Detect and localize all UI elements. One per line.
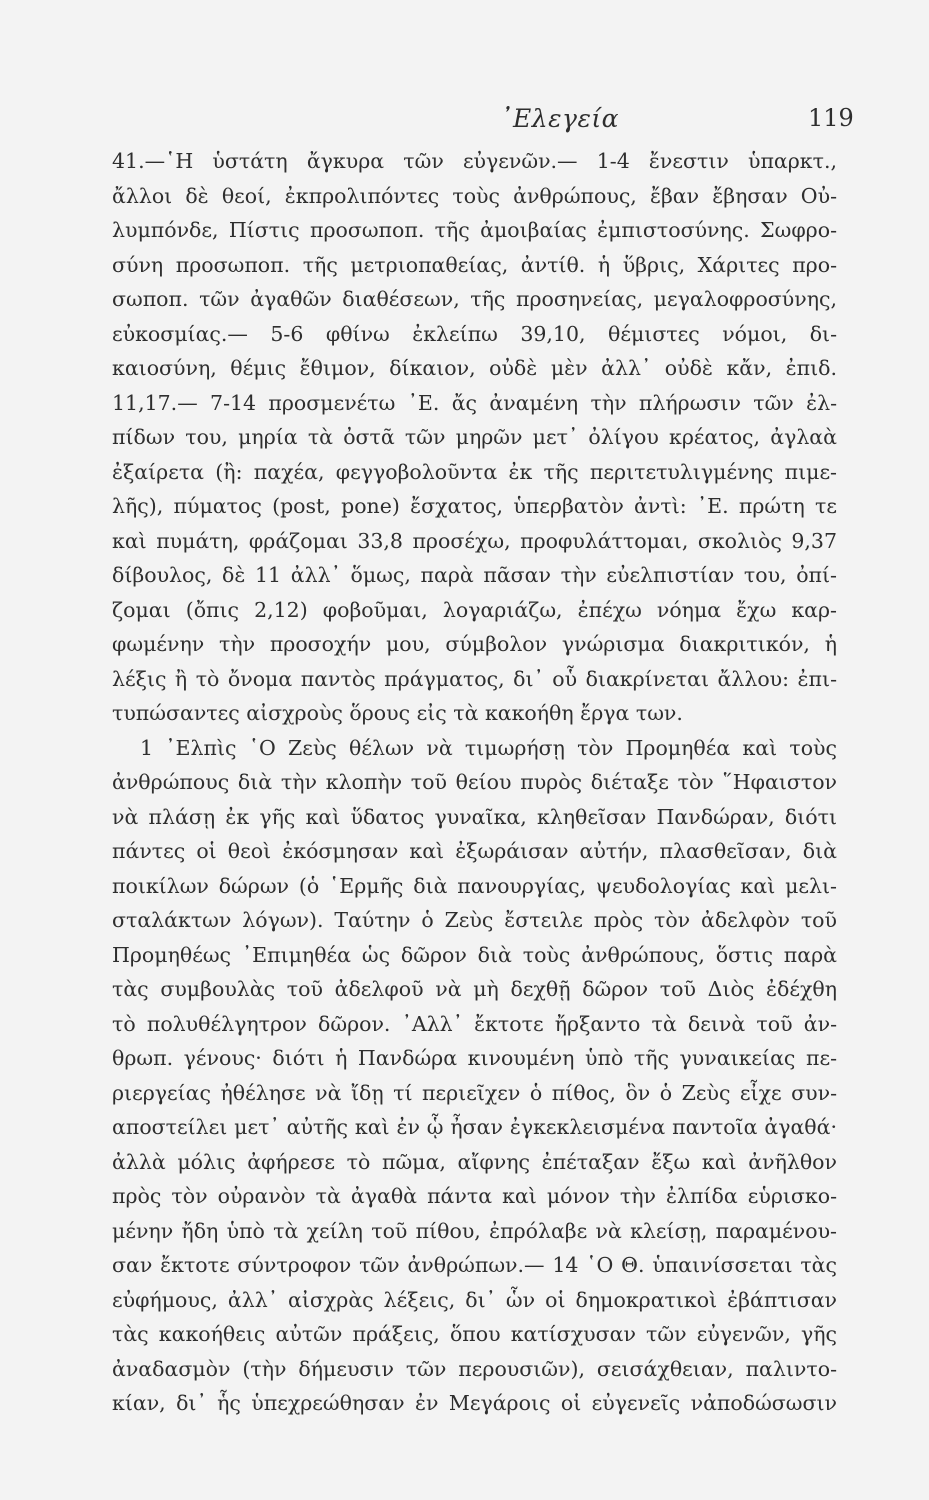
text-line: λῆς), πύματος (post, pone) ἔσχατος, ὑπερβατὸν ἀντὶ: ᾿Ε. πρώτη τε [112, 494, 837, 518]
text-line: ἐξαίρετα (ἢ: παχέα, φεγγοβολοῦντα ἐκ τῆς περιτετυλιγμένης πιμε- [112, 459, 837, 484]
text-line: τὸ πολυθέλγητρον δῶρον. ᾿Αλλ᾿ ἔκτοτε ἤρξαντο τὰ δεινὰ τοῦ ἀν- [112, 1011, 837, 1036]
text-line: λέξις ἢ τὸ ὄνομα παντὸς πράγματος, δι᾿ οὗ διακρίνεται ἄλλου: ἐπι- [112, 666, 837, 691]
text-line: εὐκοσμίας.— 5-6 φθίνω ἐκλείπω 39,10, θέμιστες νόμοι, δι- [112, 321, 837, 346]
text-line: σύνη προσωποπ. τῆς μετριοπαθείας, ἀντίθ. ἡ ὕβρις, Χάριτες προ- [112, 252, 837, 277]
text-line: νὰ πλάσῃ ἐκ γῆς καὶ ὕδατος γυναῖκα, κληθεῖσαν Πανδώραν, διότι [112, 804, 837, 829]
text-line: ἀνθρώπους διὰ τὴν κλοπὴν τοῦ θείου πυρὸς διέταξε τὸν ῞Ηφαιστον [112, 770, 837, 794]
text-line: πίδων του, μηρία τὰ ὀστᾶ τῶν μηρῶν μετ᾿ ὀλίγου κρέατος, ἀγλαὰ [112, 425, 837, 449]
text-line: θρωπ. γένους· διότι ἡ Πανδώρα κινουμένη ὑπὸ τῆς γυναικείας πε- [112, 1046, 837, 1070]
text-line: σωποπ. τῶν ἀγαθῶν διαθέσεων, τῆς προσηνείας, μεγαλοφροσύνης, [112, 287, 837, 311]
text-line: κίαν, δι᾿ ἧς ὑπεχρεώθησαν ἐν Μεγάροις οἱ εὐγενεῖς νἀποδώσωσιν [112, 1391, 837, 1415]
text-line: δίβουλος, δὲ 11 ἀλλ᾿ ὅμως, παρὰ πᾶσαν τὴν εὐελπιστίαν του, ὀπί- [112, 563, 837, 587]
text-line: ποικίλων δώρων (ὁ ῾Ερμῆς διὰ πανουργίας, ψευδολογίας καὶ μελι- [112, 873, 837, 898]
text-line: μένην ἤδη ὑπὸ τὰ χείλη τοῦ πίθου, ἐπρόλαβε νὰ κλείσῃ, παραμένου- [112, 1218, 837, 1243]
text-line: 11,17.— 7-14 προσμενέτω ᾿Ε. ἄς ἀναμένη τὴν πλήρωσιν τῶν ἐλ- [112, 390, 837, 415]
text-line: τυπώσαντες αἰσχροὺς ὅρους εἰς τὰ κακοήθη ἔργα των. [112, 701, 683, 725]
text-line: καὶ πυμάτη, φράζομαι 33,8 προσέχω, προφυλάττομαι, σκολιὸς 9,37 [112, 528, 837, 553]
text-line: ἀλλὰ μόλις ἀφήρεσε τὸ πῶμα, αἴφνης ἐπέταξαν ἔξω καὶ ἀνῆλθον [112, 1149, 837, 1174]
text-line: φωμένην τὴν προσοχήν μου, σύμβολον γνώρισμα διακριτικόν, ἡ [112, 632, 837, 656]
text-line: σαν ἔκτοτε σύντροφον τῶν ἀνθρώπων.— 14 ῾Ο Θ. ὑπαινίσσεται τὰς [112, 1253, 837, 1277]
commentary-text [112, 144, 837, 1421]
text-line: εὐφήμους, ἀλλ᾿ αἰσχρὰς λέξεις, δι᾿ ὧν οἱ δημοκρατικοὶ ἐβάπτισαν [112, 1287, 837, 1312]
text-line: καιοσύνη, θέμις ἔθιμον, δίκαιον, οὐδὲ μὲν ἀλλ᾿ οὐδὲ κἄν, ἐπιδ. [112, 356, 837, 380]
text-line: τὰς κακοήθεις αὐτῶν πράξεις, ὅπου κατίσχυσαν τῶν εὐγενῶν, γῆς [112, 1322, 837, 1346]
text-line: αποστείλει μετ᾿ αὐτῆς καὶ ἐν ᾧ ἦσαν ἐγκεκλεισμένα παντοῖα ἀγαθά· [112, 1115, 837, 1139]
text-line: ἀναδασμὸν (τὴν δήμευσιν τῶν περουσιῶν), σεισάχθειαν, παλιντο- [112, 1356, 837, 1381]
text-line: ριεργείας ἠθέλησε νὰ ἴδῃ τί περιεῖχεν ὁ πίθος, ὃν ὁ Ζεὺς εἶχε συν- [112, 1080, 837, 1105]
text-line: τὰς συμβουλὰς τοῦ ἀδελφοῦ νὰ μὴ δεχθῇ δῶρον τοῦ Διὸς ἐδέχθη [112, 977, 837, 1001]
text-line: πρὸς τὸν οὐρανὸν τὰ ἀγαθὰ πάντα καὶ μόνον τὴν ἐλπίδα εὑρισκο- [112, 1184, 837, 1208]
text-line: σταλάκτων λόγων). Ταύτην ὁ Ζεὺς ἔστειλε πρὸς τὸν ἀδελφὸν τοῦ [112, 908, 837, 932]
text-line: λυμπόνδε, Πίστις προσωποπ. τῆς ἀμοιβαίας ἐμπιστοσύνης. Σωφρο- [112, 218, 837, 242]
text-line: πάντες οἱ θεοὶ ἐκόσμησαν καὶ ἐξωράισαν αὐτήν, πλασθεῖσαν, διὰ [112, 839, 837, 863]
running-title: ᾿Ελεγεία [500, 104, 620, 133]
text-line: ἄλλοι δὲ θεοί, ἐκπρολιπόντες τοὺς ἀνθρώπους, ἔβαν ἔβησαν Οὐ- [112, 183, 837, 208]
page-number: 119 [808, 104, 854, 132]
running-header [0, 104, 929, 144]
text-line: ζομαι (ὄπις 2,12) φοβοῦμαι, λογαριάζω, ἐπέχω νόημα ἔχω καρ- [112, 597, 837, 622]
text-line: Προμηθέως ᾿Επιμηθέα ὡς δῶρον διὰ τοὺς ἀνθρώπους, ὅστις παρὰ [112, 942, 837, 967]
text-line: 1 ᾿Ελπὶς ῾Ο Ζεὺς θέλων νὰ τιμωρήσῃ τὸν Προμηθέα καὶ τοὺς [140, 735, 837, 760]
text-line: 41.—῾Η ὑστάτη ἄγκυρα τῶν εὐγενῶν.— 1-4 ἔνεστιν ὑπαρκτ., [112, 149, 837, 173]
